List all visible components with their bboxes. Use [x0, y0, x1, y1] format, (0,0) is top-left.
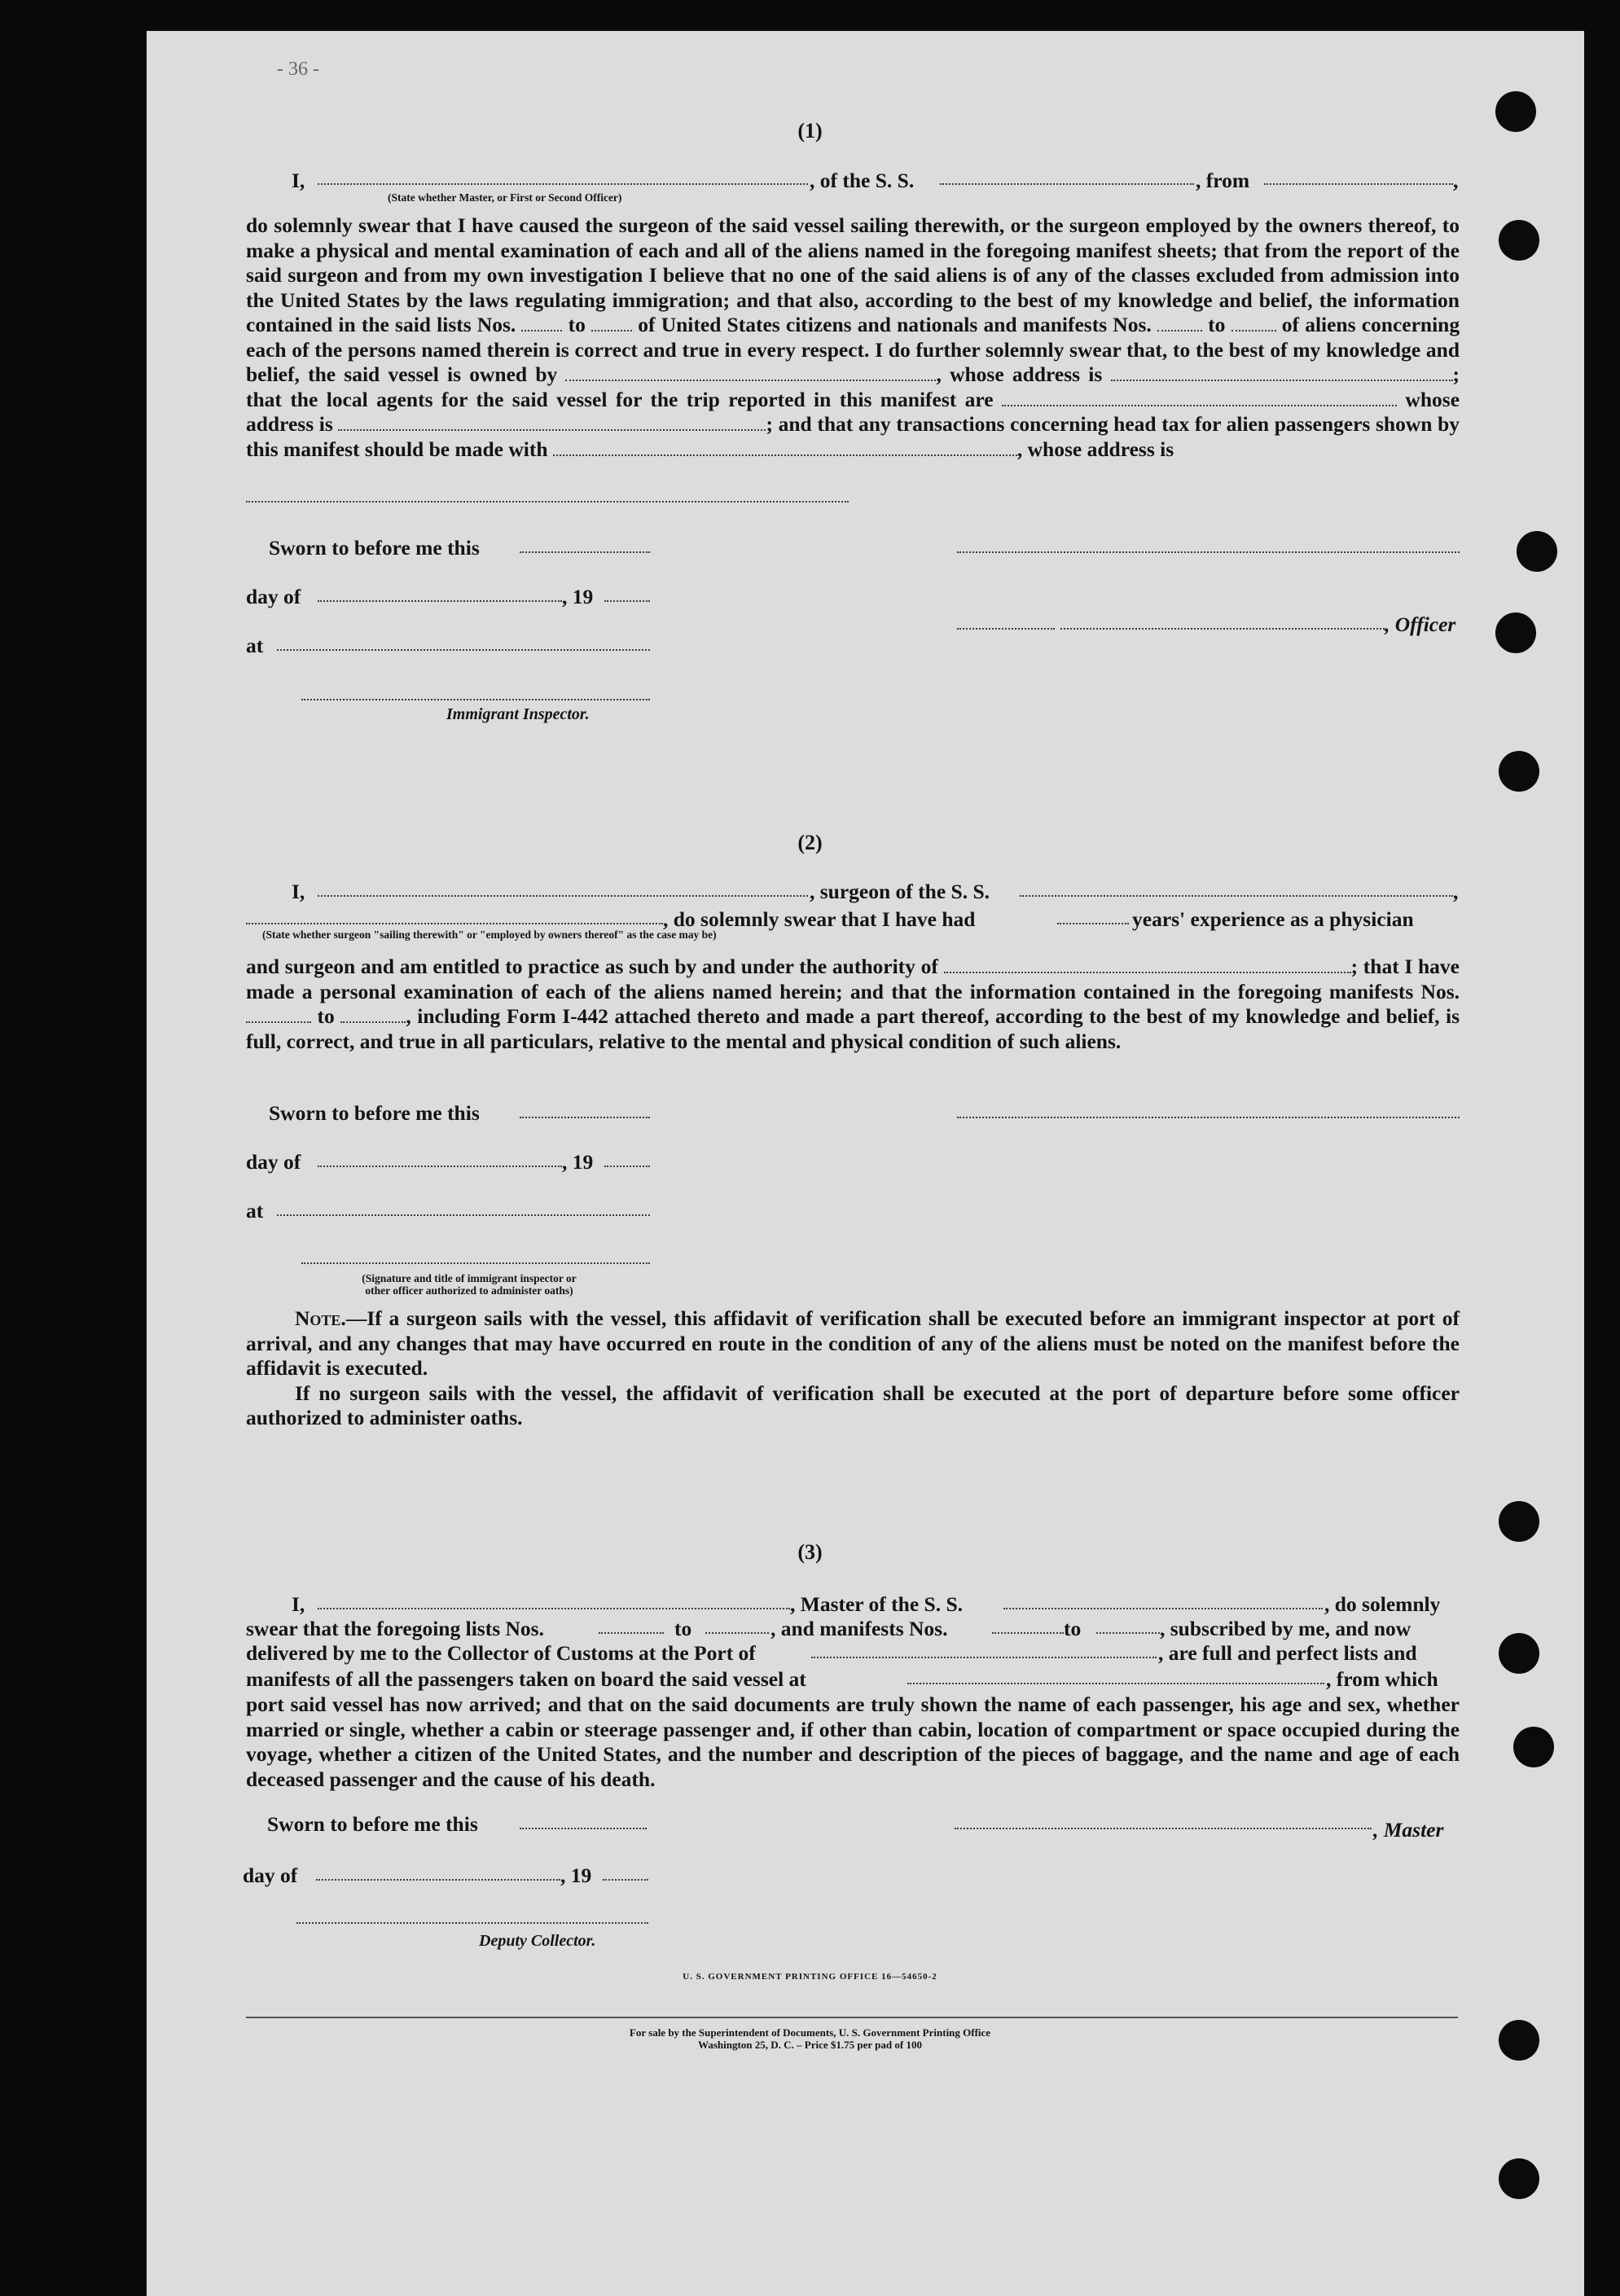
- from-which-label: , from which: [1326, 1667, 1438, 1691]
- note-text: If no surgeon sails with the vessel, the affidavit of verification shall be executed at the port of departure before some officer authorized to administer oaths.: [246, 1381, 1460, 1429]
- sworn-label: Sworn to before me this: [267, 1812, 478, 1836]
- oath-text: of aliens concerning each of the persons named therein is correct and true in every respect. I do further solemnly swear that, to the best of my knowledge and belief, the said vessel is owned by: [246, 313, 1460, 386]
- note-block: [246, 1306, 1460, 1431]
- oath-text: and surgeon and am entitled to practice as such by and under the authority of: [246, 955, 938, 978]
- oath-text: , whose address is: [1016, 437, 1174, 461]
- master-of-label: , Master of the S. S.: [790, 1592, 964, 1616]
- sworn-date-field[interactable]: [520, 1828, 647, 1829]
- at-label: at: [246, 1199, 264, 1223]
- section-1-header: (1): [797, 119, 823, 143]
- years-experience-field[interactable]: [1057, 923, 1129, 924]
- surgeon-name-field[interactable]: [318, 895, 808, 897]
- binder-hole: [1499, 751, 1539, 792]
- to-label: to: [674, 1617, 692, 1640]
- year-label: , 19: [562, 1150, 594, 1174]
- section-3-header: (3): [797, 1540, 823, 1564]
- punctuation: ;: [1350, 955, 1359, 978]
- from-label: , from: [1196, 169, 1250, 192]
- master-name-field[interactable]: [318, 1608, 790, 1609]
- year-label: , 19: [562, 585, 594, 608]
- comma: ,: [1453, 169, 1459, 192]
- solemnly-label: , do solemnly: [1324, 1592, 1441, 1616]
- manifests-from-field[interactable]: [1157, 315, 1202, 331]
- note-label: Note.: [295, 1306, 346, 1330]
- binder-hole: [1495, 612, 1536, 653]
- officer-title-field[interactable]: [957, 628, 1055, 630]
- lists-label: swear that the foregoing lists Nos.: [246, 1617, 544, 1640]
- licensing-authority-field[interactable]: [944, 957, 1351, 973]
- boarding-label: manifests of all the passengers taken on board the said vessel at: [246, 1667, 806, 1691]
- master-signature-field[interactable]: [955, 1828, 1372, 1829]
- year-field[interactable]: [604, 600, 650, 602]
- arrival-port-field[interactable]: [811, 1657, 1157, 1658]
- section-2-body: [246, 955, 1460, 1054]
- port-label: delivered by me to the Collector of Customs at the Port of: [246, 1641, 756, 1665]
- manifests-from-field[interactable]: [992, 1632, 1064, 1634]
- binder-hole: [1499, 1633, 1539, 1674]
- manifests-to-field[interactable]: [1231, 315, 1276, 331]
- to-label: to: [568, 313, 586, 336]
- subscribed-label: , subscribed by me, and now: [1160, 1617, 1411, 1640]
- manifests-from-field[interactable]: [246, 1007, 311, 1023]
- local-agents-field[interactable]: [1002, 390, 1397, 406]
- sale-notice-line: For sale by the Superintendent of Documents, U. S. Government Printing Office: [629, 2026, 991, 2039]
- swear-label: , do solemnly swear that I have had: [663, 907, 976, 931]
- officer-signature-field[interactable]: [957, 551, 1460, 553]
- officer-rank-note: (State whether Master, or First or Second Officer): [388, 191, 622, 204]
- sworn-date-field[interactable]: [520, 551, 650, 553]
- manifests-to-field[interactable]: [340, 1007, 406, 1023]
- sworn-label: Sworn to before me this: [269, 1101, 480, 1125]
- at-label: at: [246, 634, 264, 657]
- comma: ,: [1453, 880, 1459, 903]
- surgeon-signature-field[interactable]: [957, 1117, 1460, 1118]
- signature-caption: [306, 1272, 632, 1297]
- punctuation: ;: [1452, 362, 1460, 386]
- master-label: , Master: [1373, 1818, 1444, 1842]
- day-of-field[interactable]: [316, 1879, 560, 1881]
- day-of-label: day of: [243, 1864, 298, 1887]
- vessel-name-field[interactable]: [940, 183, 1194, 185]
- declarant-label: I,: [292, 1592, 305, 1616]
- oath-text: of United States citizens and nationals and manifests Nos.: [638, 313, 1152, 336]
- at-place-field[interactable]: [277, 1214, 650, 1216]
- oath-text: , whose address is: [936, 362, 1103, 386]
- deputy-caption: Deputy Collector.: [479, 1932, 596, 1950]
- manifests-label: , and manifests Nos.: [770, 1617, 948, 1640]
- oath-text: whose address is: [246, 387, 1460, 436]
- oath-text: , including Form I-442 attached thereto and made a part thereof, according to the best of my knowledge and belief, is full, correct, and true in all particulars, relative to the mental and physical condition of such aliens.: [246, 1004, 1460, 1053]
- collector-signature-field[interactable]: [296, 1922, 648, 1924]
- section-3-body: [246, 1692, 1460, 1792]
- binder-hole: [1499, 1501, 1539, 1542]
- gpo-imprint: U. S. GOVERNMENT PRINTING OFFICE 16—54650-2: [683, 1972, 937, 1982]
- vessel-owner-field[interactable]: [565, 365, 936, 381]
- vessel-name-field[interactable]: [1020, 895, 1453, 897]
- owner-address-field[interactable]: [1111, 365, 1453, 381]
- page-number: - 36 -: [277, 59, 319, 80]
- section-1-body: [246, 213, 1460, 462]
- sale-notice-line: Washington 25, D. C. – Price $1.75 per pad of 100: [698, 2039, 922, 2051]
- day-of-field[interactable]: [318, 600, 562, 602]
- inspector-caption: Immigrant Inspector.: [446, 705, 590, 723]
- surgeon-of-label: , surgeon of the S. S.: [810, 880, 990, 903]
- section-2-header: (2): [797, 831, 823, 854]
- oath-text: do solemnly swear that I have caused the surgeon of the said vessel sailing therewith, or the surgeon employed by the owners thereof, to make a physical and mental examination of each and all of the aliens named in the foregoing manifest sheets; that from the report of the said surgeon and from my own investigation I believe that no one of the said aliens is of any of the classes excluded from admission into the United States by the laws regulating immigration; and that also, according to the best of my knowledge and belief, the information contained in the said lists Nos.: [246, 213, 1460, 336]
- binder-hole: [1499, 220, 1539, 261]
- officer-name-field[interactable]: [318, 183, 808, 185]
- signature-note-line: (Signature and title of immigrant inspector or: [362, 1272, 577, 1284]
- lists-to-field[interactable]: [591, 315, 632, 331]
- lists-to-field[interactable]: [705, 1632, 769, 1634]
- officer-name-line[interactable]: [1060, 628, 1385, 630]
- sworn-date-field[interactable]: [520, 1117, 650, 1118]
- oath-text: that I have made a personal examination of each of the aliens named herein; and that the information contained in the foregoing manifests Nos.: [246, 955, 1460, 1003]
- note-text: —If a surgeon sails with the vessel, this affidavit of verification shall be executed before an immigrant inspector at port of arrival, and any changes that may have occurred en route in the condition of any of the aliens must be noted on the manifest before the affidavit is executed.: [246, 1306, 1460, 1380]
- of-ss-label: , of the S. S.: [810, 169, 915, 192]
- manifests-to-field[interactable]: [1096, 1632, 1160, 1634]
- day-of-label: day of: [246, 585, 301, 608]
- lists-from-field[interactable]: [521, 315, 562, 331]
- signature-note-line: other officer authorized to administer oaths): [365, 1284, 573, 1297]
- year-label: , 19: [560, 1864, 592, 1887]
- declarant-label: I,: [292, 880, 305, 903]
- oath-text: that the local agents for the said vessel for the trip reported in this manifest are: [246, 387, 994, 411]
- officer-label: , Officer: [1385, 612, 1456, 636]
- oath-text: port said vessel has now arrived; and that on the said documents are truly shown the name of each passenger, his age and sex, whether married or single, whether a cabin or steerage passenger and, if other than cabin, location of compartment or space occupied during the voyage, whether a citizen of the United States, and the number and description of the pieces of baggage, and the name and age of each deceased passenger and the cause of his death.: [246, 1692, 1460, 1791]
- binder-hole: [1513, 1727, 1554, 1767]
- year-field[interactable]: [604, 1166, 650, 1167]
- to-label: to: [1208, 313, 1226, 336]
- agents-address-field[interactable]: [338, 415, 766, 431]
- vessel-name-field[interactable]: [1003, 1608, 1323, 1609]
- surgeon-status-field[interactable]: [246, 923, 663, 924]
- sworn-label: Sworn to before me this: [269, 536, 480, 560]
- inspector-signature-field[interactable]: [301, 699, 650, 700]
- day-of-label: day of: [246, 1150, 301, 1174]
- declarant-label: I,: [292, 169, 305, 192]
- departure-port-field[interactable]: [1264, 183, 1453, 185]
- to-label: to: [1064, 1617, 1082, 1640]
- day-of-field[interactable]: [318, 1166, 562, 1167]
- year-field[interactable]: [603, 1879, 648, 1881]
- binder-hole: [1499, 2158, 1539, 2199]
- boarding-port-field[interactable]: [907, 1683, 1324, 1684]
- head-tax-contact-field[interactable]: [553, 440, 1017, 456]
- sale-notice: [0, 2026, 1620, 2051]
- inspector-signature-field[interactable]: [301, 1262, 650, 1264]
- surgeon-status-note: (State whether surgeon "sailing therewith" or "employed by owners thereof" as the case may be): [262, 928, 717, 941]
- oath-text: ; and that any transactions concerning head tax for alien passengers shown by this manifest should be made with: [246, 412, 1460, 461]
- at-place-field[interactable]: [277, 649, 650, 651]
- binder-hole: [1517, 531, 1557, 572]
- footer-rule: [246, 2017, 1458, 2018]
- lists-from-field[interactable]: [599, 1632, 664, 1634]
- to-label: to: [317, 1004, 335, 1028]
- contact-address-field[interactable]: [246, 501, 849, 503]
- years-label: years' experience as a physician: [1132, 907, 1414, 931]
- full-label: , are full and perfect lists and: [1158, 1641, 1417, 1665]
